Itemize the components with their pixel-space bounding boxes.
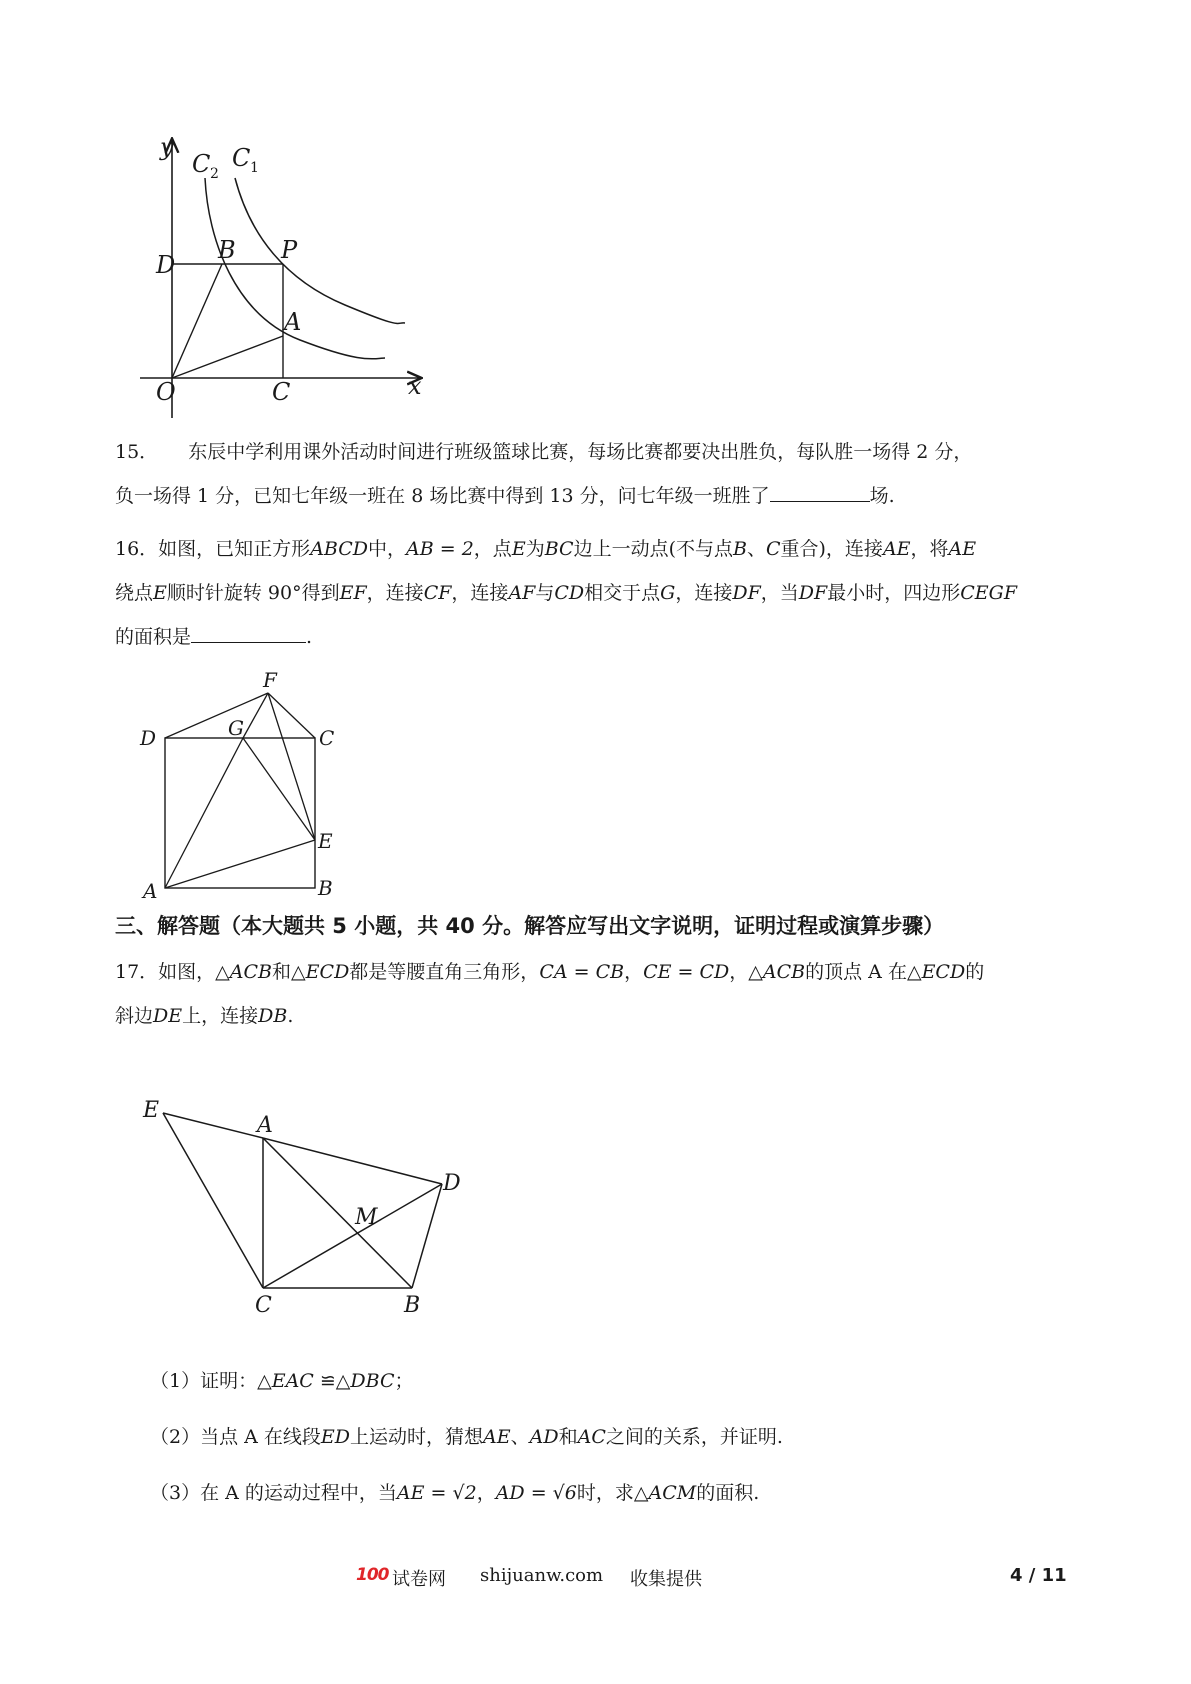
q17-math: AD = √6 — [495, 1482, 577, 1504]
q16-math: E — [153, 582, 167, 604]
segment-ob — [172, 264, 222, 378]
segment-ec — [163, 1113, 263, 1288]
segment-cd — [263, 1184, 442, 1288]
q17-math: DB — [258, 1005, 288, 1027]
question-16 — [115, 527, 1075, 659]
q17-text: 上运动时，猜想 — [350, 1426, 484, 1448]
q17-text: 上，连接 — [182, 1005, 259, 1027]
q16-math: G — [660, 582, 676, 604]
q16-text: 重合)，连接 — [780, 538, 883, 560]
q17-text: 的面积. — [696, 1482, 760, 1504]
q16-text: ，连接 — [451, 582, 509, 604]
q17-text: 和△ — [272, 961, 306, 983]
segment-oa — [172, 336, 283, 378]
q15-line2-end: 场. — [869, 485, 895, 507]
q17-math: AD — [529, 1426, 559, 1448]
footer-site-name: 试卷网 — [392, 1569, 446, 1590]
label-c: C — [255, 1293, 272, 1318]
q16-text: 边上一动点(不与点 — [573, 538, 733, 560]
segment-ad — [263, 1138, 442, 1184]
q15-line2: 负一场得 1 分，已知七年级一班在 8 场比赛中得到 13 分，问七年级一班胜了 — [115, 485, 770, 507]
label-d: D — [443, 1171, 461, 1196]
section-heading: 三、解答题（本大题共 5 小题，共 40 分。解答应写出文字说明，证明过程或演算步骤） — [115, 914, 945, 938]
q16-text: 绕点 — [115, 582, 154, 604]
q17-text: 的 — [965, 961, 985, 983]
q17-text: ≌△ — [313, 1370, 351, 1392]
label-o: O — [156, 378, 176, 406]
label-b: B — [404, 1293, 421, 1318]
q16-text: 相交于点 — [584, 582, 661, 604]
q16-text: 、 — [746, 538, 766, 560]
q17-math: ACB — [229, 961, 273, 983]
q17-text: ， — [476, 1482, 496, 1504]
label-e: E — [318, 829, 333, 853]
label-f: F — [263, 670, 277, 692]
q17-math: ECD — [921, 961, 966, 983]
q17-text: 都是等腰直角三角形， — [349, 961, 540, 983]
label-p: P — [281, 236, 298, 264]
label-e: E — [143, 1098, 160, 1123]
q17-text: 斜边 — [115, 1005, 154, 1027]
label-g: G — [228, 716, 244, 740]
q16-text: 16．如图，已知正方形 — [115, 538, 311, 560]
q17-text: （1）证明：△ — [150, 1370, 272, 1392]
q17-text: （3）在 A 的运动过程中，当 — [150, 1482, 397, 1504]
q16-text: 与 — [535, 582, 555, 604]
question-15 — [115, 430, 1075, 518]
q17-math: ECD — [305, 961, 350, 983]
q17-math: ACM — [648, 1482, 697, 1504]
q17-text: 的顶点 A 在△ — [805, 961, 922, 983]
q17-text: 时，求△ — [576, 1482, 649, 1504]
q17-math: DBC — [350, 1370, 395, 1392]
label-d: D — [156, 251, 176, 279]
q16-math: CD — [554, 582, 585, 604]
q16-text: 最小时，四边形 — [827, 582, 961, 604]
q17-text: ； — [394, 1370, 414, 1392]
figure-hyperbola — [120, 125, 430, 425]
label-c1-sub: 1 — [250, 160, 259, 176]
q16-math: AB = 2 — [406, 538, 474, 560]
q17-math: CE = CD — [643, 961, 730, 983]
q16-math: AE — [948, 538, 977, 560]
q16-text: 中， — [368, 538, 407, 560]
label-b: B — [218, 236, 236, 264]
q16-text: 为 — [525, 538, 545, 560]
segment-ab — [263, 1138, 412, 1288]
q17-text: ， — [624, 961, 644, 983]
figure-square — [130, 670, 350, 900]
label-m: M — [355, 1205, 378, 1230]
q16-math: AF — [508, 582, 536, 604]
curve-c1 — [235, 178, 405, 323]
footer-domain-link[interactable]: shijuanw.com — [480, 1565, 604, 1586]
q16-math: AE — [882, 538, 911, 560]
footer-provider: 收集提供 — [630, 1569, 702, 1590]
site-logo: 100 — [356, 1565, 389, 1585]
q16-text: 顺时针旋转 90°得到 — [166, 582, 340, 604]
q16-math: BC — [544, 538, 574, 560]
q16-math: DF — [732, 582, 761, 604]
q16-answer-blank[interactable] — [191, 622, 306, 643]
label-c: C — [319, 726, 335, 750]
segment-fg — [243, 693, 268, 738]
q17-text: . — [287, 1005, 294, 1027]
q16-math: C — [765, 538, 781, 560]
q16-math: DF — [798, 582, 828, 604]
segment-ae — [165, 840, 315, 888]
segment-ea — [163, 1113, 263, 1138]
q17-math: ACB — [762, 961, 806, 983]
label-a: A — [257, 1113, 273, 1138]
segment-df — [165, 693, 268, 738]
q17-math: EAC — [271, 1370, 314, 1392]
q17-text: （2）当点 A 在线段 — [150, 1426, 321, 1448]
q16-math: E — [511, 538, 526, 560]
q17-sub2 — [150, 1422, 783, 1449]
q16-text: . — [306, 626, 313, 648]
q16-text: ，点 — [473, 538, 512, 560]
label-b: B — [318, 876, 333, 900]
q17-sub1 — [150, 1366, 414, 1393]
q17-text: 、 — [510, 1426, 530, 1448]
q17-math: AE — [483, 1426, 511, 1448]
q16-text: ，连接 — [675, 582, 733, 604]
q17-math: CA = CB — [539, 961, 625, 983]
segment-ge — [243, 738, 315, 840]
segment-ga — [165, 738, 243, 888]
q17-text: 17．如图，△ — [115, 961, 230, 983]
q16-text: ，当 — [760, 582, 799, 604]
square-abcd — [165, 738, 315, 888]
label-x: x — [408, 372, 422, 400]
q16-math: ABCD — [310, 538, 368, 560]
label-a: A — [143, 879, 158, 900]
label-c1: C — [232, 144, 251, 172]
page-number: 4 / 11 — [1010, 1565, 1067, 1586]
label-c2-sub: 2 — [210, 166, 219, 182]
q16-math: B — [732, 538, 747, 560]
question-17 — [115, 950, 1075, 1038]
q16-text: 的面积是 — [115, 626, 192, 648]
label-a: A — [284, 308, 302, 336]
q16-text: ，将 — [910, 538, 949, 560]
q17-text: 之间的关系，并证明. — [605, 1426, 783, 1448]
label-c: C — [272, 378, 291, 406]
q17-text: 和 — [558, 1426, 578, 1448]
q16-math: CF — [423, 582, 452, 604]
q17-math: ED — [320, 1426, 350, 1448]
figure-triangles — [130, 1070, 470, 1320]
label-c2: C — [192, 150, 211, 178]
q16-text: ，连接 — [366, 582, 424, 604]
label-y: y — [160, 133, 174, 161]
q17-text: ，△ — [729, 961, 763, 983]
q17-math: AE = √2 — [396, 1482, 477, 1504]
q17-sub3 — [150, 1478, 759, 1505]
q15-number: 15． — [115, 441, 159, 463]
q17-math: AC — [577, 1426, 606, 1448]
q16-math: CEGF — [960, 582, 1018, 604]
label-d: D — [140, 726, 157, 750]
q15-line1: 东辰中学利用课外活动时间进行班级篮球比赛，每场比赛都要决出胜负，每队胜一场得 2 分， — [188, 441, 973, 463]
q16-math: EF — [339, 582, 367, 604]
q17-math: DE — [153, 1005, 183, 1027]
q15-answer-blank[interactable] — [770, 481, 870, 502]
